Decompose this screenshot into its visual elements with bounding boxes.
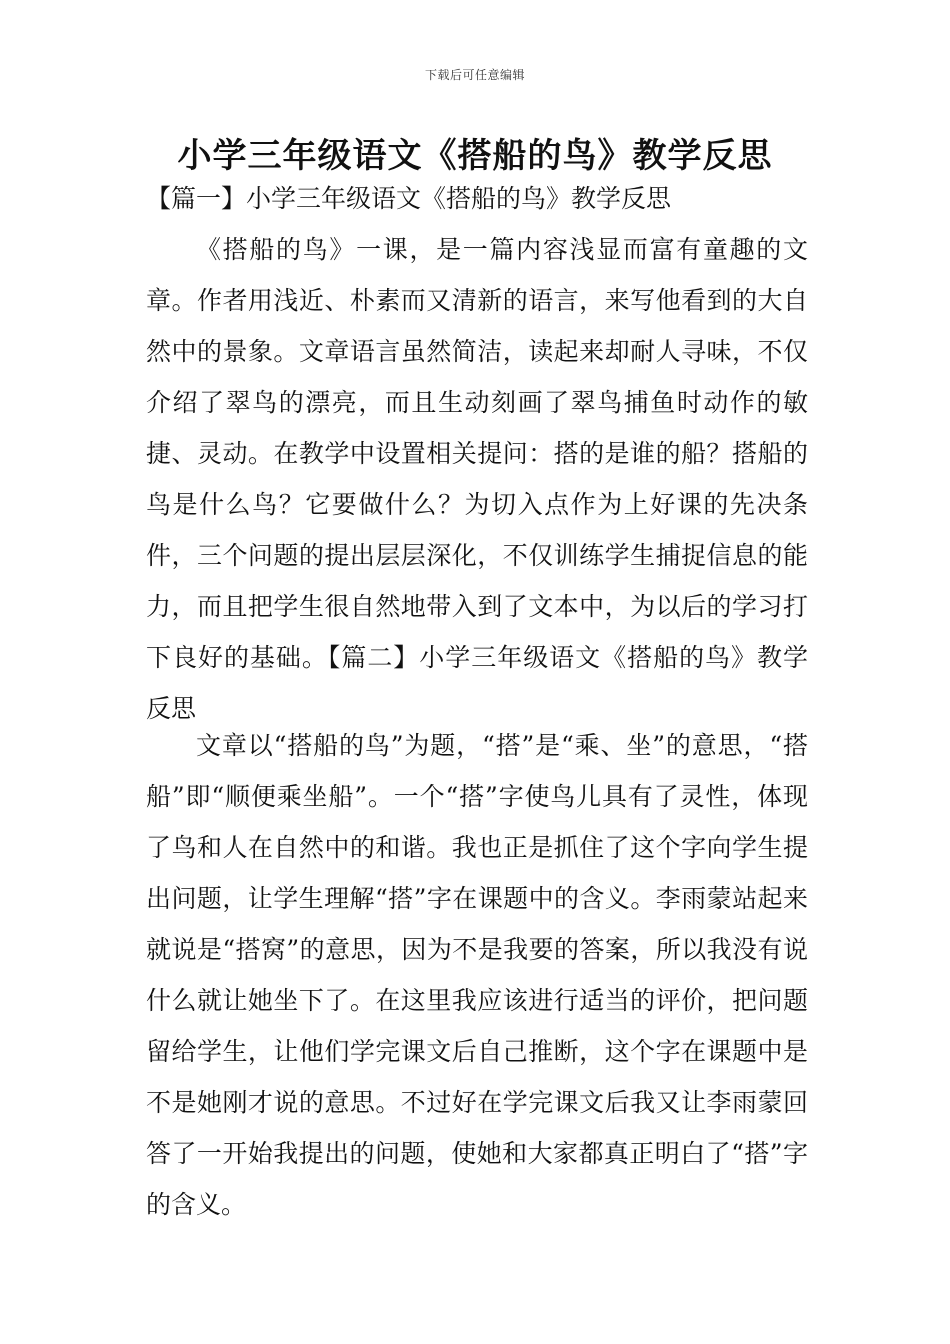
paragraph-two: 文章以“搭船的鸟”为题，“搭”是“乘、坐”的意思，“搭船”即“顺便乘坐船”。一个“搭”字使鸟儿具有了灵性，体现了鸟和人在自然中的和谐。我也正是抓住了这个字向学生提出问题，让学生理解“搭”字在课题中的含义。李雨蒙站起来就说是“搭窝”的意思，因为不是我要的答案，所以我没有说什么就让她坐下了。在这里我应该进行适当的评价，把问题留给学生，让他们学完课文后自己推断，这个字在课题中是不是她刚才说的意思。不过好在学完课文后我又让李雨蒙回答了一开始我提出的问题，使她和大家都真正明白了“搭”字的含义。: [146, 731, 808, 1219]
header-note: 下载后可任意编辑: [424, 68, 525, 82]
section-one-heading: 【篇一】小学三年级语文《搭船的鸟》教学反思: [146, 184, 672, 213]
paragraph-one: 《搭船的鸟》一课，是一篇内容浅显而富有童趣的文章。作者用浅近、朴素而又清新的语言，来写他看到的大自然中的景象。文章语言虽然简洁，读起来却耐人寻味，不仅介绍了翠鸟的漂亮，而且生动刻画了翠鸟捕鱼时动作的敏捷、灵动。在教学中设置相关提问：搭的是谁的船？搭船的鸟是什么鸟？它要做什么？为切入点作为上好课的先决条件，三个问题的提出层层深化，不仅训练学生捕捉信息的能力，而且把学生很自然地带入到了文本中，为以后的学习打下良好的基础。【篇二】小学三年级语文《搭船的鸟》教学反思: [146, 235, 808, 723]
document-title: 小学三年级语文《搭船的鸟》教学反思: [177, 136, 773, 176]
